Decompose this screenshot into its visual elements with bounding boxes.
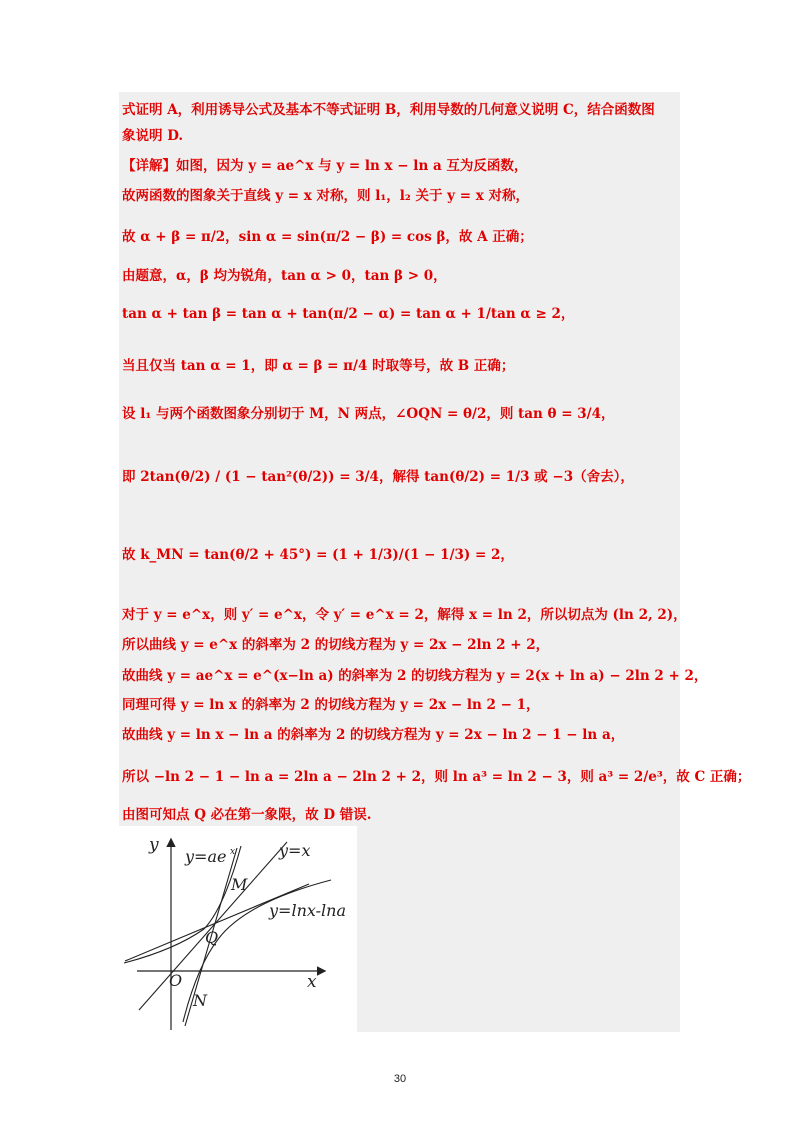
tangent-line-l2 <box>125 884 309 961</box>
x-axis-label: x <box>307 972 317 992</box>
solution-line-14: 故曲线 y = ae^x = e^(x−ln a) 的斜率为 2 的切线方程为 y = 2(x + ln a) − 2ln 2 + 2， <box>122 668 708 684</box>
line-y-equals-x <box>139 842 287 1010</box>
origin-label: O <box>169 971 183 990</box>
solution-line-7: tan α + tan β = tan α + tan(π/2 − α) = tan α + 1/tan α ≥ 2， <box>122 306 575 322</box>
solution-line-1: 式证明 A，利用诱导公式及基本不等式证明 B，利用导数的几何意义说明 C，结合函数图 <box>122 102 655 118</box>
solution-line-11: 故 k_MN = tan(θ/2 + 45°) = (1 + 1/3)/(1 − 1/3) = 2， <box>122 547 514 563</box>
solution-line-15: 同理可得 y = ln x 的斜率为 2 的切线方程为 y = 2x − ln 2 − 1， <box>122 697 540 713</box>
solution-line-8: 当且仅当 tan α = 1，即 α = β = π/4 时取等号，故 B 正确； <box>122 358 515 374</box>
solution-line-17: 所以 −ln 2 − 1 − ln a = 2ln a − 2ln 2 + 2，则 ln a³ = ln 2 − 3，则 a³ = 2/e³，故 C 正确； <box>122 769 751 785</box>
solution-line-18: 由图可知点 Q 必在第一象限，故 D 错误. <box>122 807 372 823</box>
solution-line-12: 对于 y = e^x，则 y′ = e^x，令 y′ = e^x = 2，解得 x = ln 2，所以切点为 (ln 2, 2)， <box>122 607 687 623</box>
function-graph <box>119 826 357 1032</box>
solution-line-13: 所以曲线 y = e^x 的斜率为 2 的切线方程为 y = 2x − 2ln 2 + 2， <box>122 637 550 653</box>
point-q-label: Q <box>205 928 219 947</box>
solution-line-10: 即 2tan(θ/2) / (1 − tan²(θ/2)) = 3/4，解得 tan(θ/2) = 1/3 或 −3（舍去）， <box>122 469 634 485</box>
solution-line-5: 故 α + β = π/2，sin α = sin(π/2 − β) = cos β，故 A 正确； <box>122 229 533 245</box>
solution-line-16: 故曲线 y = ln x − ln a 的斜率为 2 的切线方程为 y = 2x − ln 2 − 1 − ln a， <box>122 727 625 743</box>
solution-line-3: 【详解】如图，因为 y = ae^x 与 y = ln x − ln a 互为反函数， <box>122 158 528 174</box>
solution-line-6: 由题意，α，β 均为锐角，tan α > 0，tan β > 0， <box>122 268 447 284</box>
solution-line-2: 象说明 D. <box>122 128 184 144</box>
log-curve-label: y=lnx-lna <box>269 901 346 920</box>
exp-curve-label: y=ae <box>185 847 227 866</box>
point-n-label: N <box>193 991 207 1010</box>
y-axis-label: y <box>149 835 159 855</box>
solution-line-4: 故两函数的图象关于直线 y = x 对称，则 l₁，l₂ 关于 y = x 对称， <box>122 188 529 204</box>
exp-curve-label-sup: x <box>230 847 236 857</box>
yx-line-label: y=x <box>279 841 311 860</box>
point-m-label: M <box>231 875 248 894</box>
page-number: 30 <box>393 1073 407 1085</box>
graph-svg <box>119 826 357 1032</box>
solution-line-9: 设 l₁ 与两个函数图象分别切于 M，N 两点，∠OQN = θ/2，则 tan θ = 3/4， <box>122 406 615 422</box>
